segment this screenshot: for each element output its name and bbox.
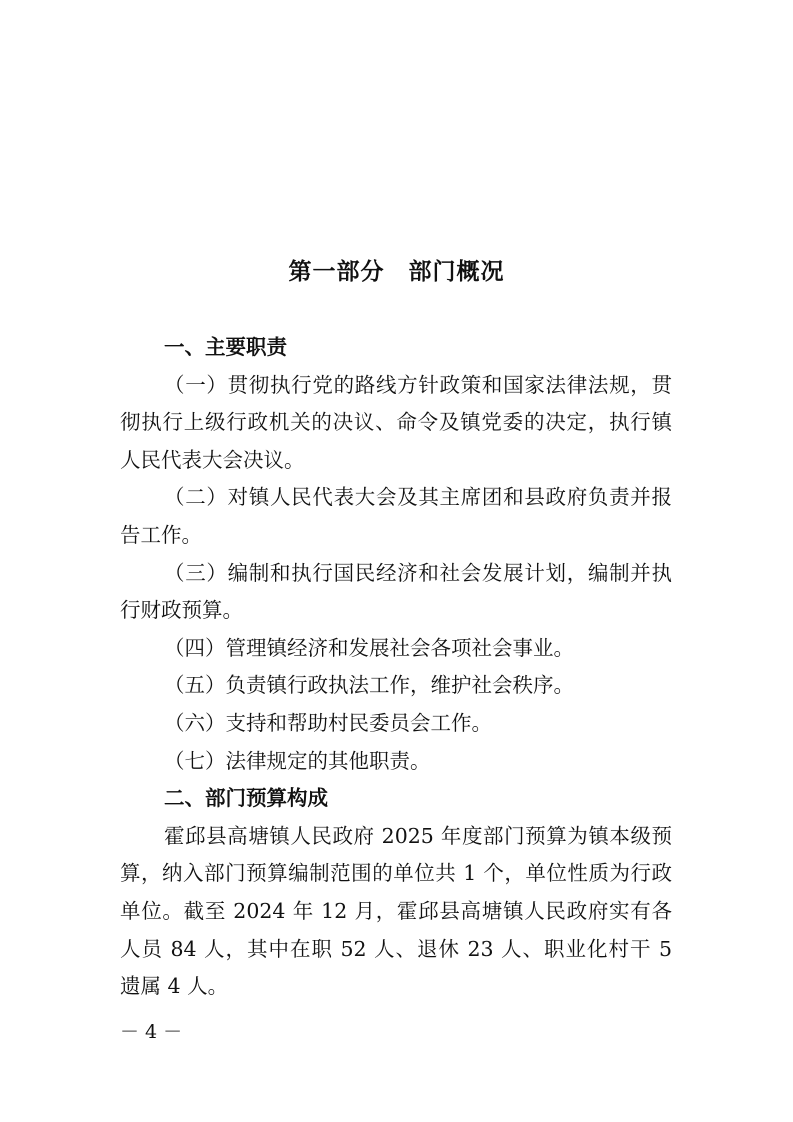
paragraph-line: 告工作。 [120,522,202,547]
section-heading: 二、部门预算构成 [164,786,328,811]
paragraph-line: 霍邱县高塘镇人民政府 2025 年度部门预算为镇本级预 [164,823,672,848]
page-title [0,253,793,286]
title-part: 第一部分 [288,259,385,285]
paragraph-line: 遗属 4 人。 [120,974,229,999]
paragraph-line: （七）法律规定的其他职责。 [164,748,431,773]
paragraph-line: 算，纳入部门预算编制范围的单位共 1 个，单位性质为行政 [120,861,672,886]
section-heading: 一、主要职责 [164,335,287,359]
paragraph-line: （四）管理镇经济和发展社会各项社会事业。 [164,635,574,660]
paragraph-line: 行财政预算。 [120,598,243,623]
paragraph-line: 人员 84 人，其中在职 52 人、退休 23 人、职业化村干 5 [120,936,672,961]
paragraph-line: 人民代表大会决议。 [120,447,305,472]
paragraph-line: 单位。截至 2024 年 12 月，霍邱县高塘镇人民政府实有各 [120,898,672,923]
paragraph-line: （一）贯彻执行党的路线方针政策和国家法律法规，贯 [164,372,672,397]
paragraph-line: （二）对镇人民代表大会及其主席团和县政府负责并报 [164,485,672,510]
document-body [120,329,672,1006]
paragraph-line: （五）负责镇行政执法工作，维护社会秩序。 [164,673,574,698]
paragraph-line: （三）编制和执行国民经济和社会发展计划，编制并执 [164,560,672,585]
paragraph-line: 彻执行上级行政机关的决议、命令及镇党委的决定，执行镇 [120,410,672,435]
page-number: － 4 － [120,1021,183,1043]
paragraph-line: （六）支持和帮助村民委员会工作。 [164,710,492,735]
title-name: 部门概况 [408,259,505,285]
